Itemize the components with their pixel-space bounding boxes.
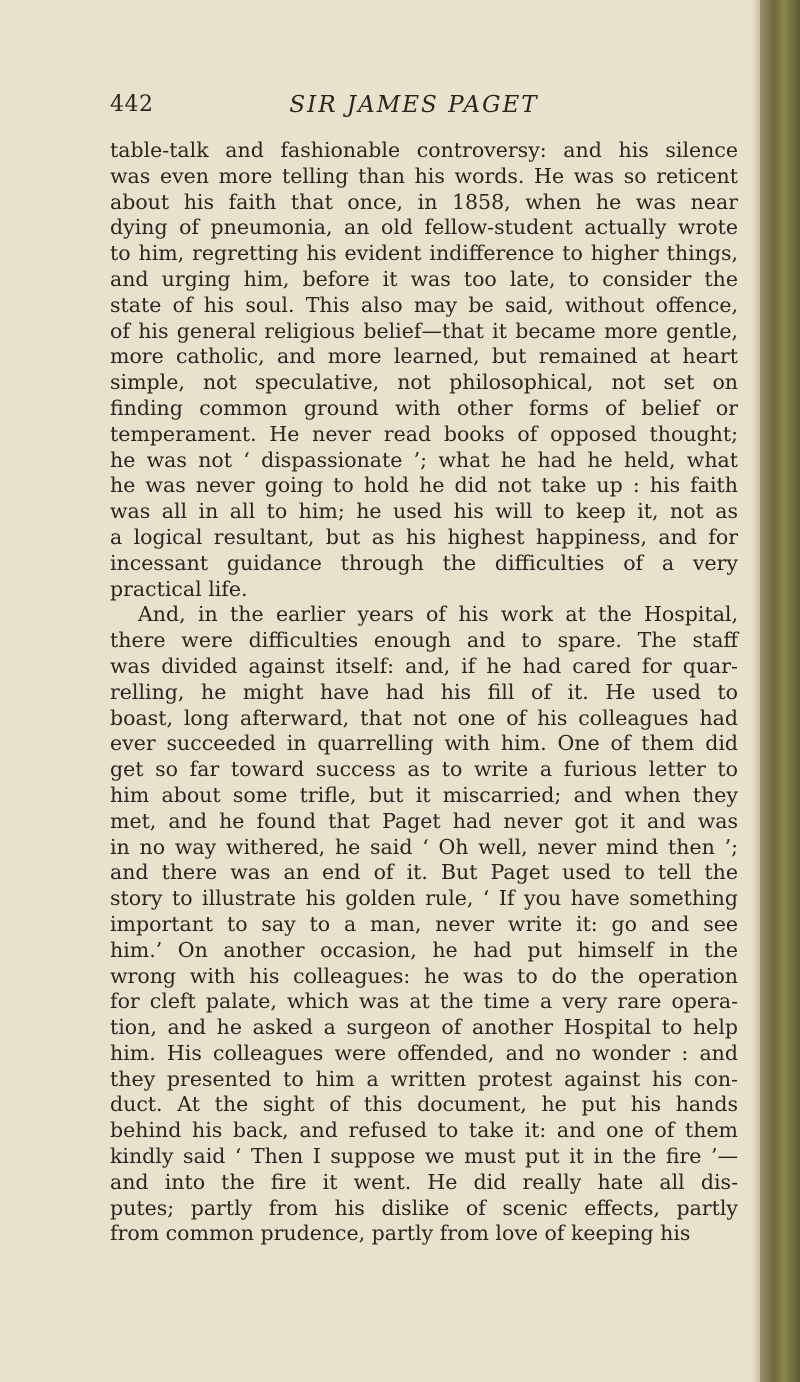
text-line: putes; partly from his dislike of scenic effects, partly bbox=[110, 1195, 738, 1220]
text-line: and there was an end of it. But Paget used to tell the bbox=[110, 860, 738, 885]
text-line: kindly said ‘ Then I suppose we must put it in the fire ’— bbox=[110, 1144, 738, 1169]
text-line: was even more telling than his words. He was so reticent bbox=[110, 163, 738, 188]
text-line: important to say to a man, never write it: go and see bbox=[110, 911, 738, 936]
text-line: was divided against itself: and, if he had cared for quar- bbox=[110, 653, 738, 678]
book-edge bbox=[760, 0, 800, 1382]
text-line: met, and he found that Paget had never got it and was bbox=[110, 808, 738, 833]
text-line: and into the fire it went. He did really hate all dis- bbox=[110, 1169, 738, 1194]
page-number: 442 bbox=[110, 92, 154, 117]
text-line: from common prudence, partly from love of keeping his bbox=[110, 1221, 691, 1246]
text-line: him. His colleagues were offended, and no wonder : and bbox=[110, 1040, 738, 1065]
text-line: simple, not speculative, not philosophical, not set on bbox=[110, 370, 738, 395]
text-line: tion, and he asked a surgeon of another Hospital to help bbox=[110, 1015, 738, 1040]
text-line: ever succeeded in quarrelling with him. One of them did bbox=[110, 731, 738, 756]
text-line: story to illustrate his golden rule, ‘ If you have something bbox=[110, 886, 738, 911]
text-line: for cleft palate, which was at the time a very rare opera- bbox=[110, 989, 738, 1014]
text-line: table-talk and fashionable controversy: and his silence bbox=[110, 138, 738, 162]
text-line: about his faith that once, in 1858, when he was near bbox=[110, 189, 738, 214]
text-line: in no way withered, he said ‘ Oh well, never mind then ’; bbox=[110, 834, 738, 859]
text-line: relling, he might have had his fill of it. He used to bbox=[110, 679, 738, 704]
text-line: finding common ground with other forms of belief or bbox=[110, 395, 738, 420]
text-line: to him, regretting his evident indifference to higher things, bbox=[110, 241, 738, 266]
running-title: SIR JAMES PAGET bbox=[289, 92, 539, 118]
text-line: dying of pneumonia, an old fellow-student actually wrote bbox=[110, 215, 738, 240]
text-line: practical life. bbox=[110, 576, 248, 601]
page-header bbox=[80, 92, 748, 124]
text-line: was all in all to him; he used his will to keep it, not as bbox=[110, 499, 738, 524]
text-line: temperament. He never read books of opposed thought; bbox=[110, 421, 738, 446]
text-line: duct. At the sight of this document, he put his hands bbox=[110, 1092, 738, 1117]
text-line: he was not ‘ dispassionate ’; what he had he held, what bbox=[110, 447, 738, 472]
text-line: behind his back, and refused to take it: and one of them bbox=[110, 1118, 738, 1143]
text-line: wrong with his colleagues: he was to do the operation bbox=[110, 963, 738, 988]
text-line: there were difficulties enough and to spare. The staff bbox=[110, 628, 738, 653]
text-line: state of his soul. This also may be said, without offence, bbox=[110, 292, 738, 317]
text-line: boast, long afterward, that not one of his colleagues had bbox=[110, 705, 738, 730]
text-line: And, in the earlier years of his work at the Hospital, bbox=[138, 602, 738, 627]
text-line: more catholic, and more learned, but remained at heart bbox=[110, 344, 738, 369]
text-line: of his general religious belief—that it became more gentle, bbox=[110, 318, 738, 343]
text-line: and urging him, before it was too late, to consider the bbox=[110, 266, 738, 291]
text-line: he was never going to hold he did not take up : his faith bbox=[110, 473, 738, 498]
text-line: a logical resultant, but as his highest happiness, and for bbox=[110, 524, 738, 549]
text-line: they presented to him a written protest against his con- bbox=[110, 1066, 738, 1091]
body-text bbox=[110, 138, 738, 1247]
text-line: him about some trifle, but it miscarried; and when they bbox=[110, 782, 738, 807]
text-line: get so far toward success as to write a furious letter to bbox=[110, 757, 738, 782]
text-line: him.’ On another occasion, he had put himself in the bbox=[110, 937, 738, 962]
text-line: incessant guidance through the difficulties of a very bbox=[110, 550, 738, 575]
